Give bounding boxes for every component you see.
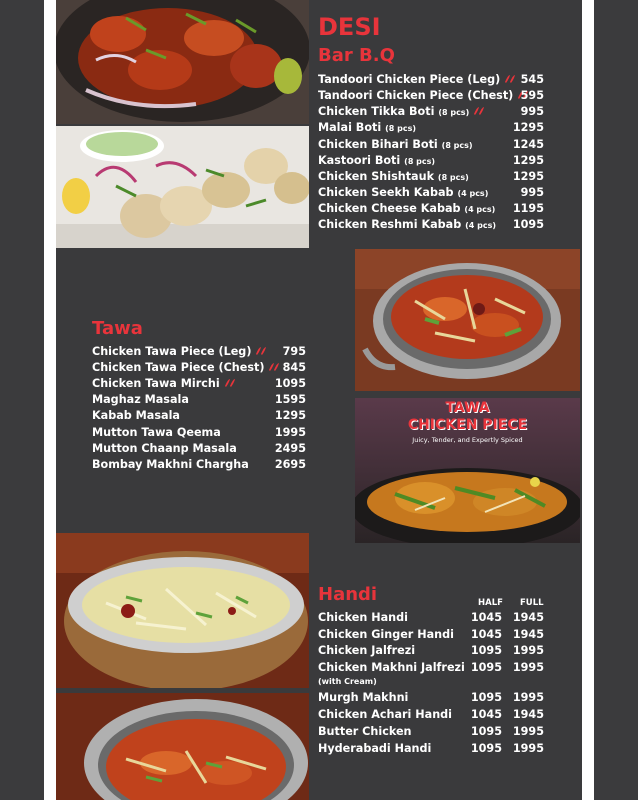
tawa-item-name: Maghaz Masala xyxy=(92,393,189,406)
handi-item-full-price: 1995 xyxy=(512,691,544,704)
tawa-item-price: 845 xyxy=(282,361,306,374)
chili-spicy-icon xyxy=(267,362,281,372)
bbq-item xyxy=(318,169,546,185)
tawa-item-price: 2695 xyxy=(274,458,306,471)
bbq-item xyxy=(318,217,546,233)
bbq-item-price: 545 xyxy=(520,73,544,86)
tawa-item-price: 1595 xyxy=(274,393,306,406)
bbq-item xyxy=(318,137,546,153)
tawa-item-price: 1295 xyxy=(274,409,306,422)
bbq-item-price: 995 xyxy=(520,186,544,199)
bbq-item-price: 995 xyxy=(520,105,544,118)
bbq-item-name: Tandoori Chicken Piece (Chest) xyxy=(318,89,514,102)
bbq-item-pieces: (8 pcs) xyxy=(385,124,417,133)
full-column-header: FULL xyxy=(520,598,544,608)
tawa-item xyxy=(92,392,308,408)
handi-item-half-price: 1095 xyxy=(470,725,502,738)
tawa-item-price: 795 xyxy=(282,345,306,358)
tawa-chicken-piece-photo xyxy=(355,398,580,543)
bbq-item-name: Chicken Cheese Kabab xyxy=(318,202,461,215)
handi-item-name: Chicken Handi xyxy=(318,611,408,624)
handi-item-name: Chicken Achari Handi xyxy=(318,708,452,721)
bbq-item-pieces: (8 pcs) xyxy=(404,157,436,166)
tawa-item-name: Mutton Chaanp Masala xyxy=(92,442,237,455)
tawa-item-price: 2495 xyxy=(274,442,306,455)
handi-item-half-price: 1095 xyxy=(470,661,502,674)
handi-item xyxy=(318,610,546,626)
bbq-item-name: Chicken Bihari Boti xyxy=(318,138,438,151)
bbq-item xyxy=(318,185,546,201)
bbq-item-name: Chicken Reshmi Kabab xyxy=(318,218,462,231)
bbq-item-pieces: (8 pcs) xyxy=(437,173,469,182)
handi-item-name: Murgh Makhni xyxy=(318,691,409,704)
tawa-item-name: Chicken Tawa Piece (Chest) xyxy=(92,361,265,374)
chili-spicy-icon xyxy=(223,378,237,388)
bbq-item-price: 1295 xyxy=(512,154,544,167)
bbq-item-name: Chicken Shishtauk xyxy=(318,170,435,183)
tawa-item-name: Bombay Makhni Chargha xyxy=(92,458,249,471)
bbq-item xyxy=(318,153,546,169)
chili-spicy-icon xyxy=(503,74,517,84)
bbq-item-pieces: (4 pcs) xyxy=(465,221,497,230)
bbq-item-price: 595 xyxy=(520,89,544,102)
handi-white-curry-photo xyxy=(56,533,309,688)
tawa-item-price: 1095 xyxy=(274,377,306,390)
handi-item xyxy=(318,707,546,723)
chili-spicy-icon xyxy=(472,106,486,116)
tawa-promo-tagline: Juicy, Tender, and Expertly Spiced xyxy=(412,436,523,444)
half-column-header: HALF xyxy=(478,598,503,608)
tawa-promo-line1: TAWA xyxy=(445,400,490,416)
bar-bq-title: Bar B.Q xyxy=(318,45,395,66)
tawa-title: Tawa xyxy=(92,318,143,339)
handi-item-name: Chicken Jalfrezi xyxy=(318,644,416,657)
bbq-item xyxy=(318,201,546,217)
chili-spicy-icon xyxy=(254,346,268,356)
tawa-item xyxy=(92,376,308,392)
tawa-item xyxy=(92,425,308,441)
bbq-item-price: 1195 xyxy=(512,202,544,215)
tawa-item-name: Mutton Tawa Qeema xyxy=(92,426,221,439)
handi-item-full-price: 1995 xyxy=(512,661,544,674)
bbq-item-price: 1095 xyxy=(512,218,544,231)
karahi-bowl-photo xyxy=(355,249,580,391)
handi-red-curry-photo xyxy=(56,693,309,800)
tawa-item xyxy=(92,344,308,360)
tawa-item-name: Chicken Tawa Piece (Leg) xyxy=(92,345,252,358)
bbq-item xyxy=(318,120,546,136)
handi-item-note: (with Cream) xyxy=(318,677,377,686)
tawa-item xyxy=(92,457,308,473)
handi-item xyxy=(318,741,546,757)
bbq-item xyxy=(318,88,546,104)
handi-item-full-price: 1995 xyxy=(512,742,544,755)
handi-item-half-price: 1095 xyxy=(470,742,502,755)
handi-item-full-price: 1945 xyxy=(512,611,544,624)
tawa-item xyxy=(92,360,308,376)
bbq-item-pieces: (4 pcs) xyxy=(457,189,489,198)
desi-title: DESI xyxy=(318,13,381,41)
bbq-item-pieces: (8 pcs) xyxy=(438,108,470,117)
tandoori-chicken-photo xyxy=(56,0,309,124)
bbq-item xyxy=(318,72,546,88)
tawa-promo-line2: CHICKEN PIECE xyxy=(407,417,528,433)
tawa-item-name: Kabab Masala xyxy=(92,409,180,422)
bbq-item xyxy=(318,104,546,120)
tawa-item xyxy=(92,441,308,457)
handi-title: Handi xyxy=(318,584,378,605)
bbq-item-pieces: (4 pcs) xyxy=(464,205,496,214)
handi-item xyxy=(318,690,546,706)
handi-item xyxy=(318,643,546,659)
handi-item xyxy=(318,724,546,740)
handi-item xyxy=(318,627,546,643)
handi-item-full-price: 1995 xyxy=(512,725,544,738)
handi-item xyxy=(318,660,546,676)
bbq-item-price: 1245 xyxy=(512,138,544,151)
tawa-item xyxy=(92,408,308,424)
handi-item-half-price: 1095 xyxy=(470,691,502,704)
tawa-item-price: 1995 xyxy=(274,426,306,439)
handi-item-name: Hyderabadi Handi xyxy=(318,742,432,755)
bbq-item-name: Tandoori Chicken Piece (Leg) xyxy=(318,73,501,86)
handi-item-half-price: 1095 xyxy=(470,644,502,657)
handi-item-name: Butter Chicken xyxy=(318,725,412,738)
left-border-band xyxy=(0,0,44,800)
bbq-item-name: Kastoori Boti xyxy=(318,154,401,167)
handi-item-half-price: 1045 xyxy=(470,708,502,721)
tawa-item-name: Chicken Tawa Mirchi xyxy=(92,377,220,390)
bbq-item-name: Malai Boti xyxy=(318,121,382,134)
bbq-item-name: Chicken Tikka Boti xyxy=(318,105,435,118)
handi-item-name: Chicken Ginger Handi xyxy=(318,628,454,641)
right-border-band xyxy=(594,0,638,800)
handi-item-name: Chicken Makhni Jalfrezi xyxy=(318,661,465,674)
bbq-item-pieces: (8 pcs) xyxy=(441,141,473,150)
malai-boti-photo xyxy=(56,126,309,248)
handi-item-full-price: 1945 xyxy=(512,628,544,641)
handi-item-half-price: 1045 xyxy=(470,628,502,641)
handi-item-half-price: 1045 xyxy=(470,611,502,624)
bbq-item-price: 1295 xyxy=(512,121,544,134)
bbq-item-price: 1295 xyxy=(512,170,544,183)
handi-item-full-price: 1945 xyxy=(512,708,544,721)
handi-item-full-price: 1995 xyxy=(512,644,544,657)
bbq-item-name: Chicken Seekh Kabab xyxy=(318,186,454,199)
